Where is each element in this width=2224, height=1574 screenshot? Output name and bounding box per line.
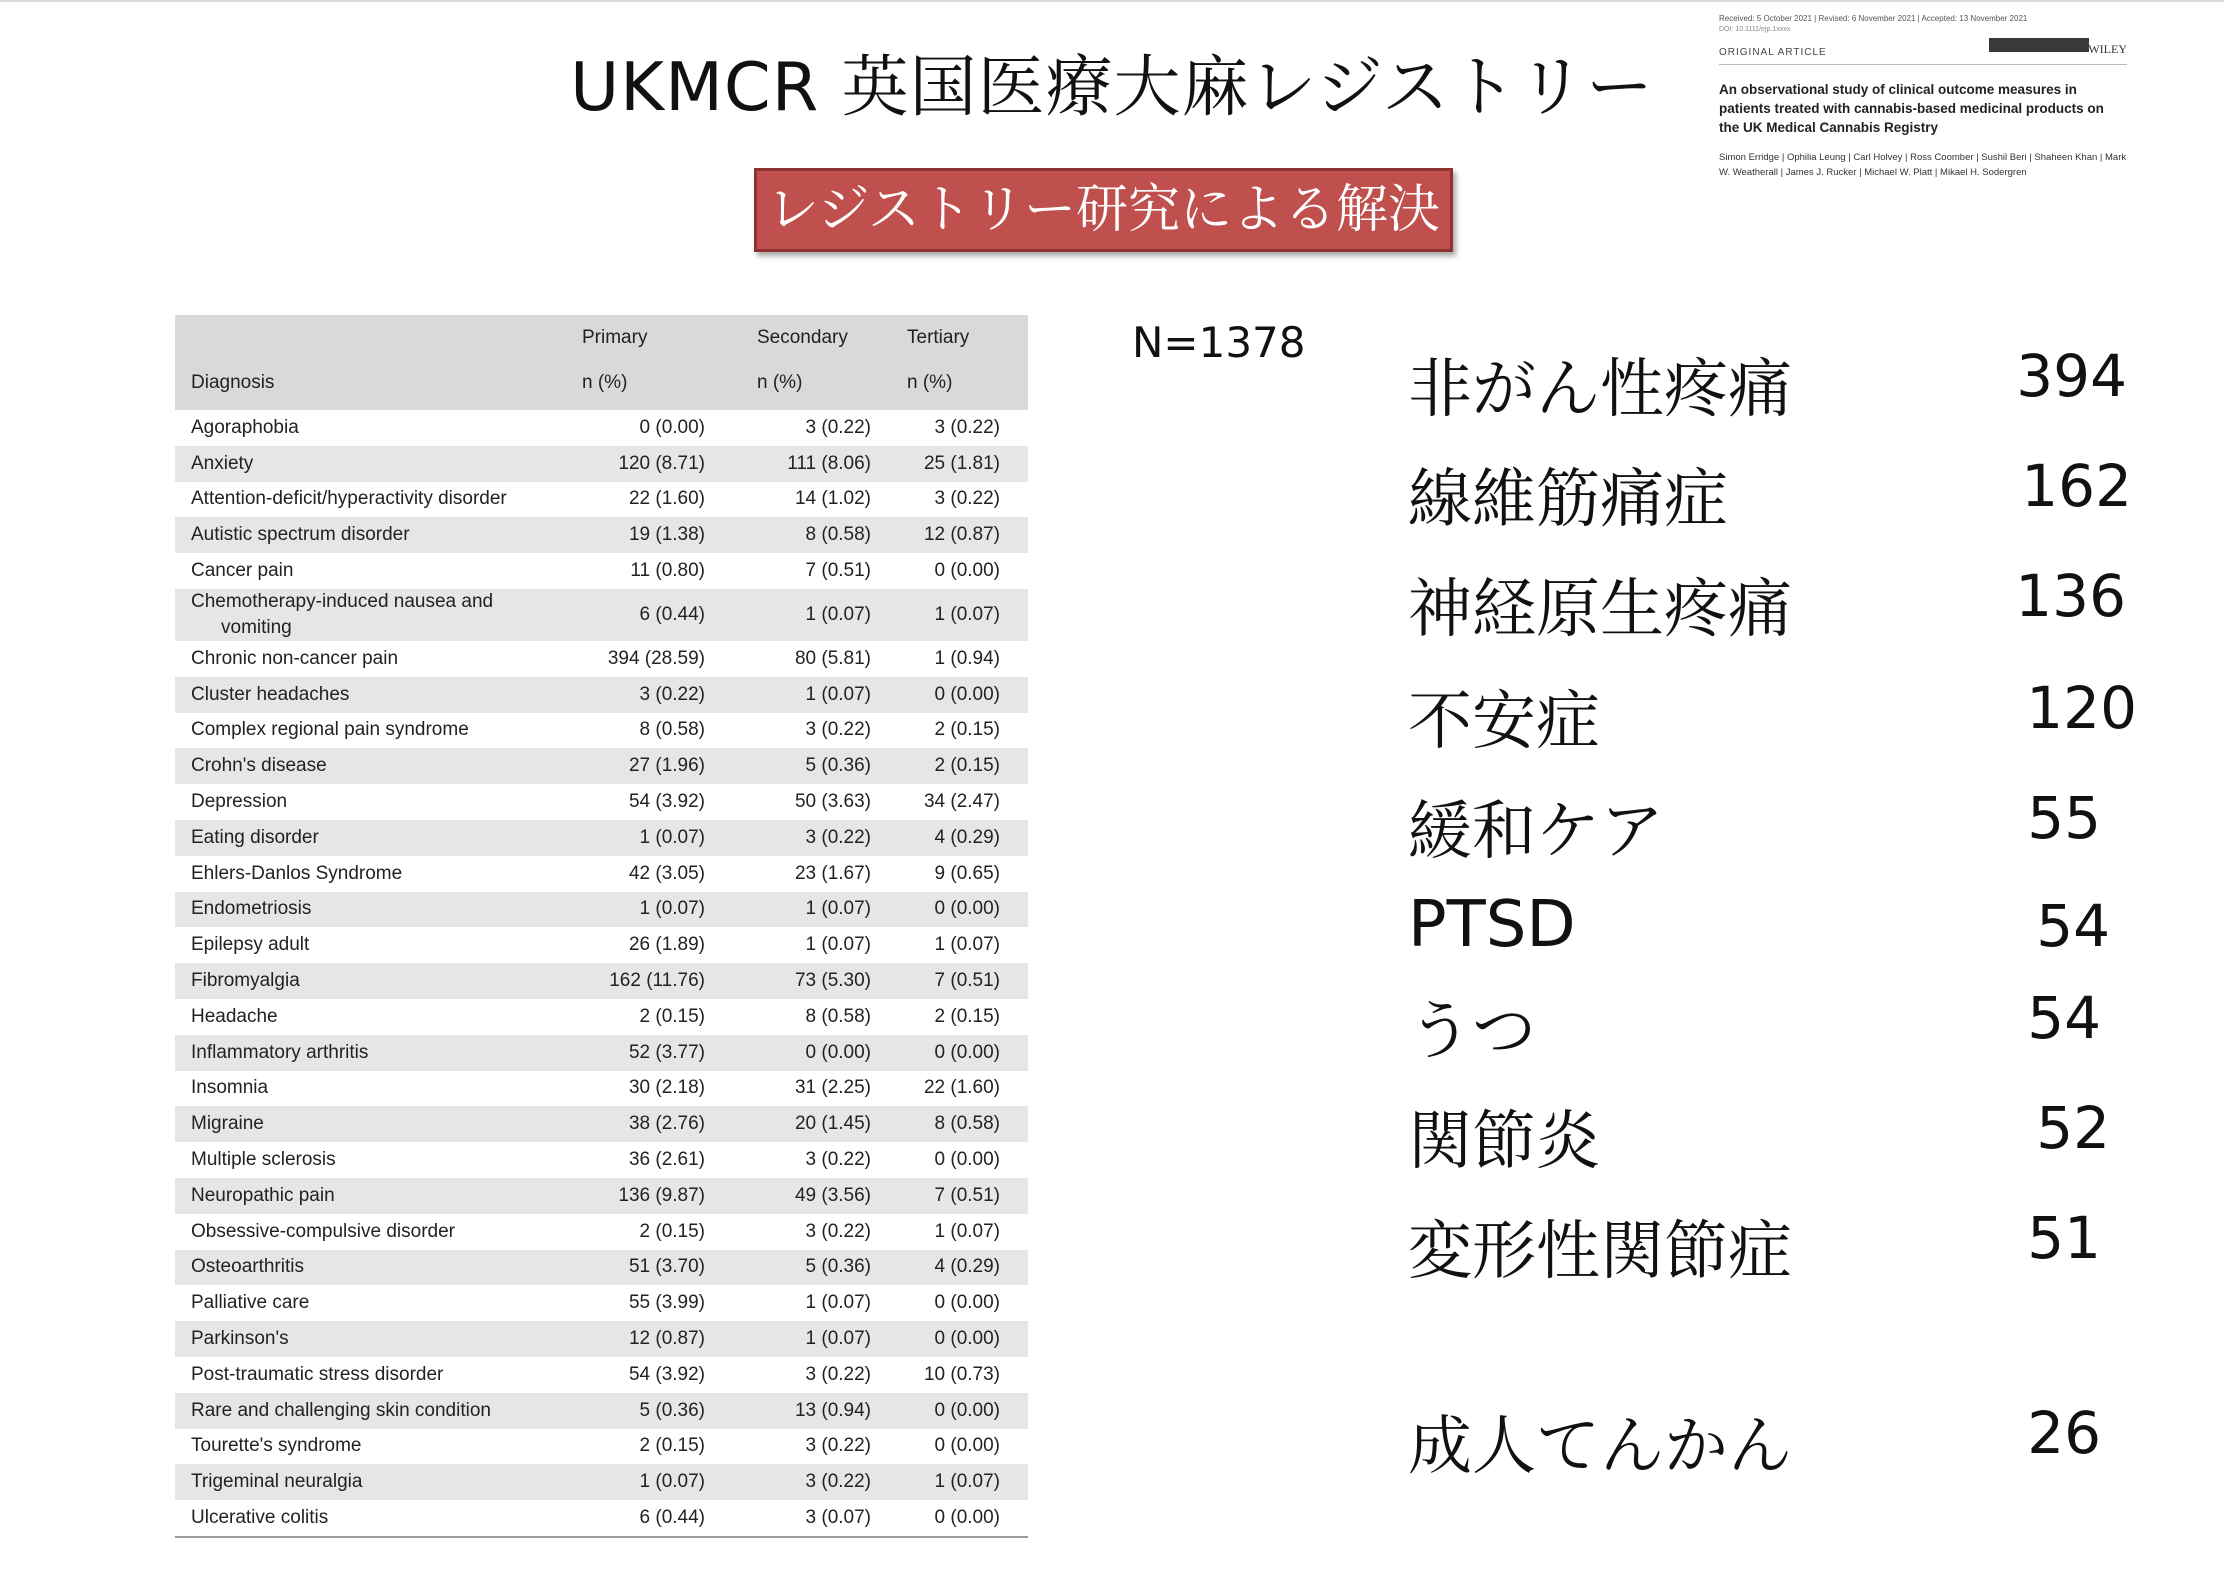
- tertiary-cell: 9 (0.65): [934, 862, 1000, 884]
- tertiary-cell: 0 (0.00): [934, 560, 1000, 582]
- secondary-cell: 0 (0.00): [755, 1035, 895, 1071]
- paper-rule: [1719, 64, 2127, 65]
- diagnosis-label: Palliative care: [191, 1292, 310, 1314]
- table-row: [175, 1035, 1028, 1071]
- diagnosis-label: Crohn's disease: [191, 755, 327, 777]
- secondary-cell: 111 (8.06): [755, 446, 895, 482]
- primary-cell: 52 (3.77): [580, 1035, 755, 1071]
- primary-cell: 120 (8.71): [580, 446, 755, 482]
- secondary-cell: 80 (5.81): [794, 647, 871, 669]
- secondary-cell: 23 (1.67): [794, 862, 871, 884]
- tertiary-cell: 0 (0.00): [895, 892, 1028, 928]
- primary-cell: 22 (1.60): [628, 488, 705, 510]
- diagnosis-table: [175, 315, 1028, 1536]
- rank-label: 関節炎: [1408, 1105, 1600, 1179]
- paper-title: An observational study of clinical outcome measures in patients treated with cannabis-based medicinal products on the UK Medical Cannabis Registry: [1719, 82, 2104, 135]
- secondary-cell: 3 (0.22): [755, 820, 895, 856]
- diagnosis-cell: [175, 748, 580, 784]
- diagnosis-cell: [175, 517, 580, 553]
- primary-cell: 1 (0.07): [580, 892, 755, 928]
- table-row: [175, 677, 1028, 713]
- primary-cell: 8 (0.58): [639, 719, 705, 741]
- rank-count: 55: [2027, 784, 2101, 852]
- diagnosis-cell: [175, 1285, 580, 1321]
- diagnosis-label: Obsessive-compulsive disorder: [191, 1220, 455, 1242]
- diagnosis-label: Headache: [191, 1005, 278, 1027]
- table-row: [175, 482, 1028, 518]
- table-row: [175, 1250, 1028, 1286]
- diagnosis-label: Rare and challenging skin condition: [191, 1399, 491, 1421]
- diagnosis-cell: [175, 1106, 580, 1142]
- diagnosis-cell: [175, 410, 580, 446]
- table-row: [175, 713, 1028, 749]
- diagnosis-cell: [175, 1500, 580, 1536]
- diagnosis-cell: [175, 446, 580, 482]
- table-header-row: [175, 315, 1028, 410]
- secondary-cell: 3 (0.22): [805, 1220, 871, 1242]
- primary-cell: 42 (3.05): [628, 862, 705, 884]
- diagnosis-table-container: [175, 315, 1028, 1538]
- rank-label: 不安症: [1408, 685, 1600, 759]
- table-row: [175, 1214, 1028, 1250]
- table-row: [175, 748, 1028, 784]
- diagnosis-label: Eating disorder: [191, 826, 319, 848]
- diagnosis-cell: [175, 963, 580, 999]
- journal-logo: [1989, 38, 2089, 52]
- header-secondary-unit: n (%): [757, 372, 803, 393]
- sample-size: N=1378: [1132, 318, 1306, 367]
- rank-label: 非がん性疼痛: [1408, 353, 1792, 427]
- secondary-cell: 1 (0.07): [755, 677, 895, 713]
- tertiary-cell: 22 (1.60): [923, 1077, 1000, 1099]
- rank-count: 51: [2027, 1204, 2101, 1272]
- diagnosis-cell: [175, 1071, 580, 1107]
- header-tertiary-label: Tertiary: [907, 327, 970, 348]
- rank-label: 変形性関節症: [1408, 1215, 1792, 1289]
- primary-cell: 6 (0.44): [580, 589, 755, 641]
- diagnosis-label: Neuropathic pain: [191, 1184, 335, 1206]
- diagnosis-cell: [175, 820, 580, 856]
- paper-doi: DOI: 10.1111/ejp.1xxxx: [1719, 26, 1791, 33]
- diagnosis-label: Migraine: [191, 1113, 264, 1135]
- diagnosis-label: Tourette's syndrome: [191, 1435, 362, 1457]
- table-row: [175, 1285, 1028, 1321]
- diagnosis-label: Cancer pain: [191, 560, 294, 582]
- primary-cell: 2 (0.15): [639, 1220, 705, 1242]
- header-diagnosis: [175, 315, 580, 410]
- diagnosis-label: Agoraphobia: [191, 416, 299, 438]
- diagnosis-label: Multiple sclerosis: [191, 1149, 336, 1171]
- diagnosis-cell: [175, 784, 580, 820]
- tertiary-cell: 4 (0.29): [895, 820, 1028, 856]
- primary-cell: 2 (0.15): [639, 1435, 705, 1457]
- diagnosis-cell: [175, 1464, 580, 1500]
- header-tertiary-unit: n (%): [907, 372, 953, 393]
- secondary-cell: 3 (0.22): [805, 416, 871, 438]
- section-badge: レジストリー研究による解決: [754, 168, 1453, 252]
- diagnosis-cell: [175, 892, 580, 928]
- primary-cell: 3 (0.22): [580, 677, 755, 713]
- diagnosis-label: Ulcerative colitis: [191, 1507, 329, 1528]
- primary-cell: 394 (28.59): [607, 647, 705, 669]
- diagnosis-cell: [175, 713, 580, 749]
- diagnosis-cell: [175, 1214, 580, 1250]
- diagnosis-label: Osteoarthritis: [191, 1256, 304, 1278]
- table-row: [175, 589, 1028, 641]
- tertiary-cell: 0 (0.00): [895, 1321, 1028, 1357]
- tertiary-cell: 3 (0.22): [934, 416, 1000, 438]
- tertiary-cell: 0 (0.00): [895, 1393, 1028, 1429]
- tertiary-cell: 1 (0.07): [934, 1220, 1000, 1242]
- diagnosis-cell: [175, 927, 580, 963]
- tertiary-cell: 8 (0.58): [895, 1106, 1028, 1142]
- diagnosis-label: Cluster headaches: [191, 683, 350, 705]
- secondary-cell: 1 (0.07): [805, 934, 871, 956]
- secondary-cell: 5 (0.36): [755, 1250, 895, 1286]
- tertiary-cell: 2 (0.15): [934, 1005, 1000, 1027]
- diagnosis-cell: [175, 677, 580, 713]
- primary-cell: 51 (3.70): [580, 1250, 755, 1286]
- tertiary-cell: 0 (0.00): [934, 1435, 1000, 1457]
- table-row: [175, 963, 1028, 999]
- tertiary-cell: 1 (0.07): [895, 1464, 1028, 1500]
- diagnosis-cell: [175, 1393, 580, 1429]
- secondary-cell: 3 (0.22): [805, 719, 871, 741]
- diagnosis-cell: [175, 1035, 580, 1071]
- table-row: [175, 1357, 1028, 1393]
- secondary-cell: 3 (0.22): [805, 1363, 871, 1385]
- tertiary-cell: 0 (0.00): [895, 1035, 1028, 1071]
- diagnosis-cell: [175, 641, 580, 677]
- table-row: [175, 1178, 1028, 1214]
- diagnosis-cell: [175, 1250, 580, 1286]
- header-primary: [580, 315, 755, 410]
- diagnosis-label: Ehlers-Danlos Syndrome: [191, 862, 403, 884]
- diagnosis-cell: [175, 1429, 580, 1465]
- tertiary-cell: 7 (0.51): [895, 1178, 1028, 1214]
- table-row: [175, 927, 1028, 963]
- table-row: [175, 1321, 1028, 1357]
- diagnosis-cell: [175, 856, 580, 892]
- tertiary-cell: 1 (0.94): [934, 647, 1000, 669]
- table-row: [175, 784, 1028, 820]
- primary-cell: 36 (2.61): [628, 1149, 705, 1171]
- diagnosis-label: Epilepsy adult: [191, 934, 310, 956]
- diagnosis-cell: [175, 1321, 580, 1357]
- rank-label: うつ: [1408, 995, 1536, 1069]
- secondary-cell: 49 (3.56): [755, 1178, 895, 1214]
- diagnosis-cell: [175, 1142, 580, 1178]
- diagnosis-cell: [175, 589, 580, 641]
- diagnosis-label: Parkinson's: [191, 1328, 289, 1350]
- tertiary-cell: 12 (0.87): [895, 517, 1028, 553]
- tertiary-cell: 2 (0.15): [895, 748, 1028, 784]
- rank-count: 52: [2036, 1094, 2110, 1162]
- diagnosis-label: Insomnia: [191, 1077, 269, 1099]
- primary-cell: 12 (0.87): [580, 1321, 755, 1357]
- table-bottom-rule: [175, 1536, 1028, 1538]
- tertiary-cell: 2 (0.15): [934, 719, 1000, 741]
- tertiary-cell: 10 (0.73): [923, 1363, 1000, 1385]
- diagnosis-label: Attention-deficit/hyperactivity disorder: [191, 488, 507, 510]
- primary-cell: 162 (11.76): [580, 963, 755, 999]
- rank-label: 線維筋痛症: [1408, 463, 1728, 537]
- table-row: [175, 999, 1028, 1035]
- secondary-cell: 3 (0.22): [805, 1149, 871, 1171]
- rank-count: 136: [2015, 562, 2126, 630]
- table-row: [175, 1142, 1028, 1178]
- tertiary-cell: 0 (0.00): [934, 1292, 1000, 1314]
- tertiary-cell: 25 (1.81): [895, 446, 1028, 482]
- primary-cell: 26 (1.89): [628, 934, 705, 956]
- tertiary-cell: 34 (2.47): [923, 791, 1000, 813]
- primary-cell: 11 (0.80): [630, 560, 705, 582]
- paper-thumbnail: [1707, 10, 2135, 202]
- primary-cell: 19 (1.38): [580, 517, 755, 553]
- table-row: [175, 856, 1028, 892]
- primary-cell: 27 (1.96): [580, 748, 755, 784]
- diagnosis-label: Post-traumatic stress disorder: [191, 1363, 444, 1385]
- diagnosis-cell: [175, 553, 580, 589]
- rank-count: 162: [2021, 452, 2132, 520]
- rank-label: 緩和ケア: [1408, 795, 1664, 869]
- top-divider: [0, 0, 2224, 2]
- table-row: [175, 641, 1028, 677]
- table-row: [175, 446, 1028, 482]
- diagnosis-label: Anxiety: [191, 452, 254, 474]
- header-tertiary: [895, 315, 1028, 410]
- rank-count: 26: [2027, 1399, 2101, 1467]
- diagnosis-cell: [175, 482, 580, 518]
- rank-label: PTSD: [1408, 888, 1576, 962]
- primary-cell: 2 (0.15): [639, 1005, 705, 1027]
- secondary-cell: 1 (0.07): [755, 589, 895, 641]
- page-title: UKMCR 英国医療大麻レジストリー: [570, 48, 1654, 126]
- primary-cell: 136 (9.87): [580, 1178, 755, 1214]
- secondary-cell: 14 (1.02): [794, 488, 871, 510]
- diagnosis-label: Autistic spectrum disorder: [191, 524, 410, 546]
- publisher-logo: WILEY: [2088, 42, 2127, 56]
- secondary-cell: 1 (0.07): [805, 1292, 871, 1314]
- tertiary-cell: 0 (0.00): [934, 1149, 1000, 1171]
- secondary-cell: 31 (2.25): [794, 1077, 871, 1099]
- table-body: [175, 410, 1028, 1536]
- header-primary-unit: n (%): [582, 372, 628, 393]
- diagnosis-label: Trigeminal neuralgia: [191, 1471, 363, 1493]
- primary-cell: 55 (3.99): [628, 1292, 705, 1314]
- secondary-cell: 50 (3.63): [794, 791, 871, 813]
- primary-cell: 38 (2.76): [580, 1106, 755, 1142]
- table-row: [175, 1071, 1028, 1107]
- secondary-cell: 5 (0.36): [755, 748, 895, 784]
- diagnosis-label: Depression: [191, 791, 288, 813]
- table-row: [175, 1464, 1028, 1500]
- rank-count: 394: [2016, 342, 2127, 410]
- diagnosis-cell: [175, 999, 580, 1035]
- paper-meta: Received: 5 October 2021 | Revised: 6 November 2021 | Accepted: 13 November 2021: [1719, 14, 2028, 23]
- diagnosis-label: Complex regional pain syndrome: [191, 719, 469, 741]
- tertiary-cell: 1 (0.07): [934, 934, 1000, 956]
- diagnosis-label: Endometriosis: [191, 898, 312, 920]
- tertiary-cell: 1 (0.07): [895, 589, 1028, 641]
- table-row: [175, 892, 1028, 928]
- primary-cell: 1 (0.07): [580, 820, 755, 856]
- table-row: [175, 553, 1028, 589]
- rank-count: 120: [2026, 674, 2137, 742]
- paper-authors: Simon Erridge | Ophilia Leung | Carl Holvey | Ross Coomber | Sushil Beri | Shaheen Khan | Mark W. Weatherall | James J. Rucker | Michael W. Platt | Mikael H. Sodergren: [1719, 152, 2127, 178]
- primary-cell: 30 (2.18): [628, 1077, 705, 1099]
- tertiary-cell: 4 (0.29): [895, 1250, 1028, 1286]
- header-secondary-label: Secondary: [757, 327, 848, 348]
- tertiary-cell: 3 (0.22): [934, 488, 1000, 510]
- table-row: [175, 820, 1028, 856]
- primary-cell: 5 (0.36): [580, 1393, 755, 1429]
- tertiary-cell: 7 (0.51): [895, 963, 1028, 999]
- secondary-cell: 1 (0.07): [755, 892, 895, 928]
- header-secondary: [755, 315, 895, 410]
- secondary-cell: 8 (0.58): [755, 517, 895, 553]
- header-diagnosis-label: Diagnosis: [191, 372, 275, 393]
- diagnosis-label: Fibromyalgia: [191, 970, 300, 992]
- secondary-cell: 3 (0.22): [755, 1464, 895, 1500]
- diagnosis-label: Chronic non-cancer pain: [191, 647, 399, 669]
- tertiary-cell: 0 (0.00): [895, 677, 1028, 713]
- primary-cell: 1 (0.07): [580, 1464, 755, 1500]
- secondary-cell: 3 (0.07): [805, 1507, 871, 1528]
- table-row: [175, 1429, 1028, 1465]
- diagnosis-label: Inflammatory arthritis: [191, 1041, 369, 1063]
- primary-cell: 54 (3.92): [628, 1363, 705, 1385]
- primary-cell: 6 (0.44): [639, 1507, 705, 1528]
- tertiary-cell: 0 (0.00): [934, 1507, 1000, 1528]
- header-primary-label: Primary: [582, 327, 648, 348]
- rank-label: 神経原生疼痛: [1408, 573, 1792, 647]
- diagnosis-cell: [175, 1357, 580, 1393]
- rank-count: 54: [2036, 892, 2110, 960]
- diagnosis-cell: [175, 1178, 580, 1214]
- secondary-cell: 1 (0.07): [755, 1321, 895, 1357]
- table-row: [175, 1500, 1028, 1536]
- rank-count: 54: [2027, 984, 2101, 1052]
- primary-cell: 54 (3.92): [628, 791, 705, 813]
- secondary-cell: 8 (0.58): [805, 1005, 871, 1027]
- secondary-cell: 20 (1.45): [755, 1106, 895, 1142]
- table-row: [175, 1106, 1028, 1142]
- table-row: [175, 517, 1028, 553]
- primary-cell: 0 (0.00): [639, 416, 705, 438]
- diagnosis-label: Chemotherapy-induced nausea and vomiting: [191, 590, 494, 638]
- table-row: [175, 410, 1028, 446]
- article-type: ORIGINAL ARTICLE: [1719, 47, 1827, 58]
- table-row: [175, 1393, 1028, 1429]
- rank-label: 成人てんかん: [1408, 1410, 1792, 1484]
- secondary-cell: 7 (0.51): [805, 560, 871, 582]
- secondary-cell: 3 (0.22): [805, 1435, 871, 1457]
- secondary-cell: 73 (5.30): [755, 963, 895, 999]
- secondary-cell: 13 (0.94): [755, 1393, 895, 1429]
